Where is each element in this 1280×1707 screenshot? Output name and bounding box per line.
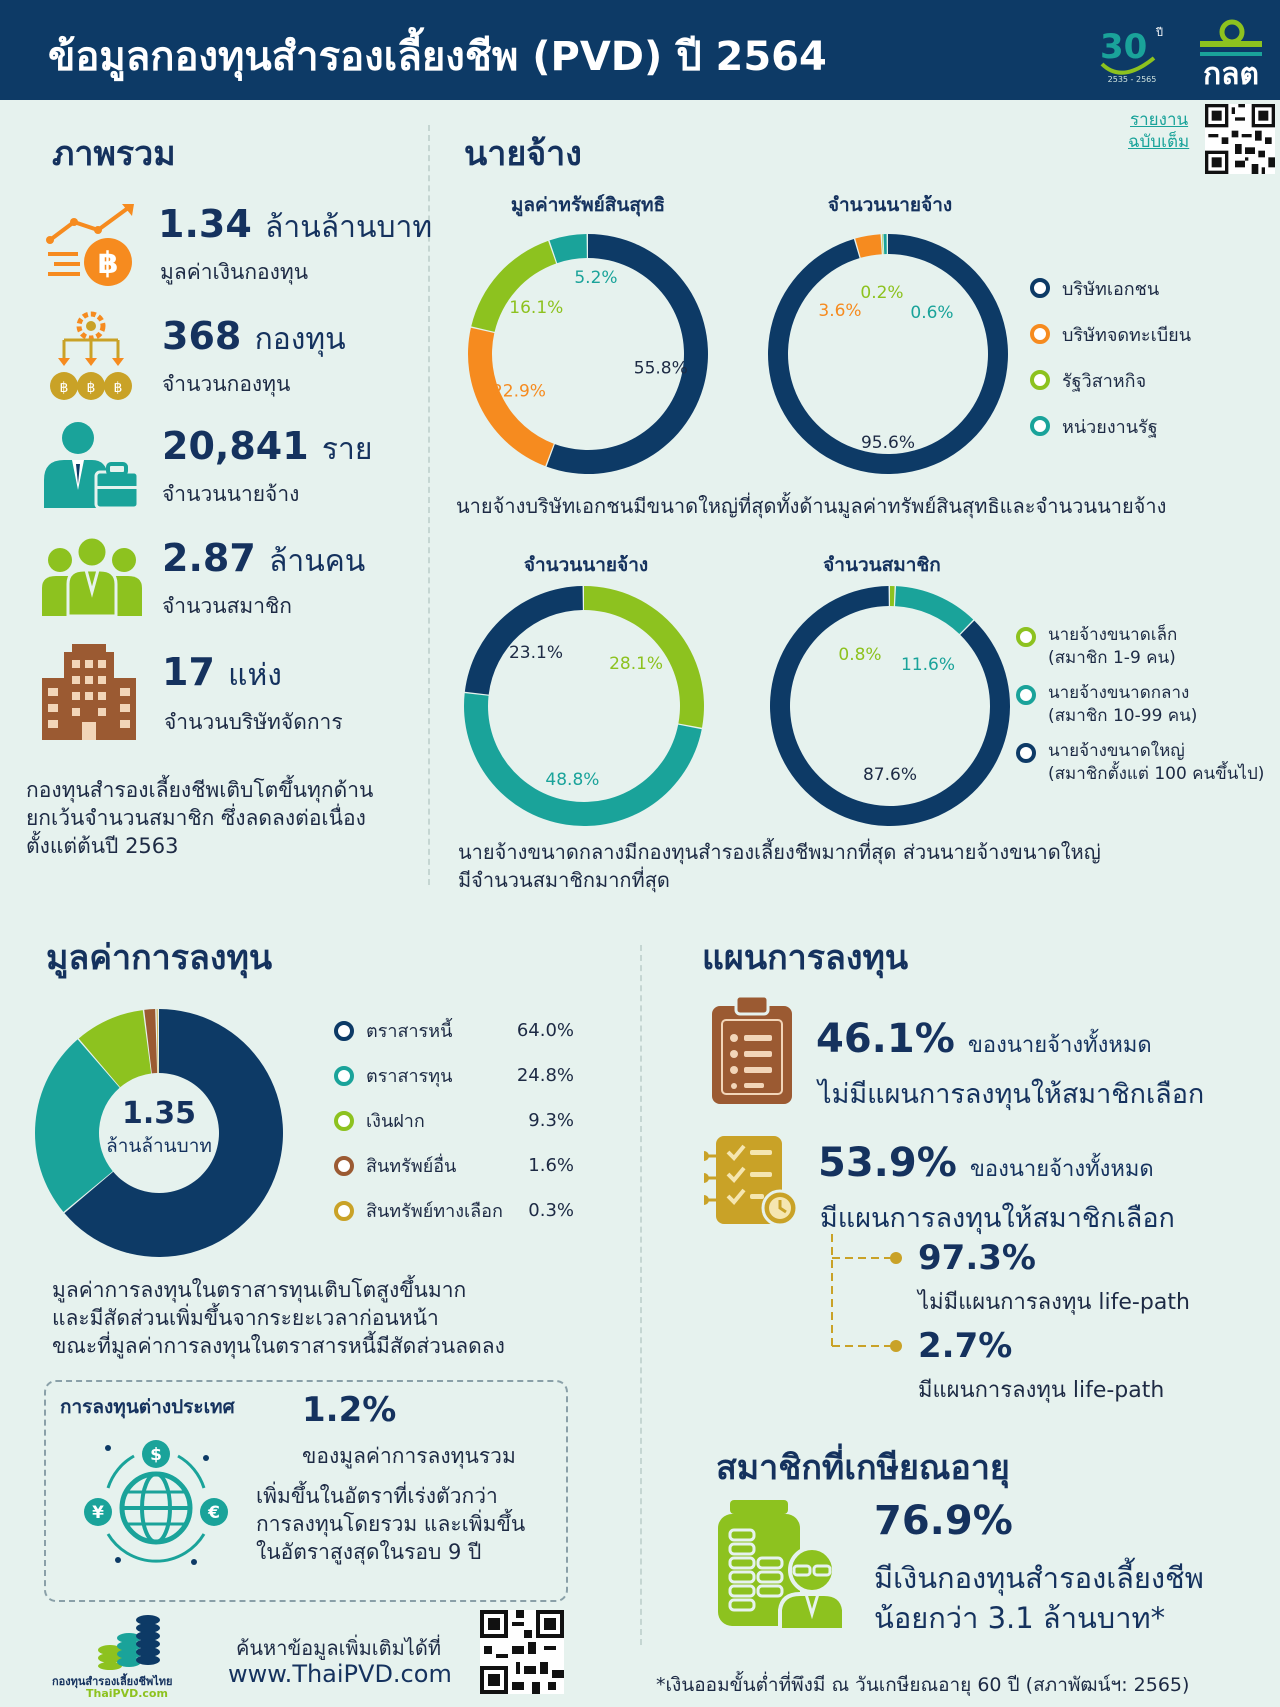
legend-dot-icon xyxy=(1016,627,1036,647)
donut-slice-2 xyxy=(465,586,583,695)
svg-text:30: 30 xyxy=(1100,27,1148,67)
donut-label-1: 3.6% xyxy=(818,301,862,321)
donut-slice-1 xyxy=(464,693,702,826)
employer-size-chart-title: จำนวนนายจ้าง xyxy=(523,554,649,576)
investment-note: มูลค่าการลงทุนในตราสารทุนเติบโตสูงขึ้นมาก และมีสัดส่วนเพิ่มขึ้นจากระยะเวลาก่อนหน้า ขณะที่มูลค่าการลงทุนในตราสารหนี้มีสัดส่วนลดลง xyxy=(52,1278,505,1358)
investment-legend-value: 9.3% xyxy=(528,1110,574,1131)
fund-value-label: มูลค่าเงินกองทุน xyxy=(160,260,309,284)
fund-value-stat: 1.34 ล้านล้านบาท xyxy=(158,202,433,246)
svg-text:฿: ฿ xyxy=(113,380,123,396)
money-bags-icon xyxy=(44,310,138,402)
website-qr-code-icon[interactable] xyxy=(480,1610,564,1694)
investment-legend-label: ตราสารทุน xyxy=(366,1066,453,1087)
donut-slice-0 xyxy=(890,586,895,606)
legend-dot-icon xyxy=(1030,370,1050,390)
svg-text:฿: ฿ xyxy=(86,380,96,396)
legend-dot-icon xyxy=(334,1111,354,1131)
legend-dot-icon xyxy=(334,1021,354,1041)
investment-legend-item xyxy=(334,1143,574,1188)
investment-total: 1.35 ล้านล้านบาท xyxy=(106,1096,212,1157)
checklist-clock-icon xyxy=(704,1136,798,1226)
legend-dot-icon xyxy=(1016,743,1036,763)
svg-text:กลต: กลต xyxy=(1202,57,1260,90)
legend-dot-icon xyxy=(334,1156,354,1176)
svg-text:€: € xyxy=(208,1503,220,1523)
legend-dot-icon xyxy=(1016,685,1036,705)
website-link[interactable]: www.ThaiPVD.com xyxy=(228,1660,452,1688)
report-link-line1[interactable]: รายงาน xyxy=(1130,110,1189,130)
donut-label-0: 28.1% xyxy=(609,654,664,675)
overview-note: กองทุนสำรองเลี้ยงชีพเติบโตขึ้นทุกด้าน ยกเว้นจำนวนสมาชิก ซึ่งลดลงต่อเนื่อง ตั้งแต่ต้นปี 2563 xyxy=(26,778,374,858)
investment-legend-label: เงินฝาก xyxy=(366,1111,425,1132)
thaipvd-logo-icon xyxy=(96,1610,162,1670)
legend-small-employer: นายจ้างขนาดเล็ก (สมาชิก 1-9 คน) xyxy=(1016,624,1264,670)
member-count-label: จำนวนสมาชิก xyxy=(162,594,293,618)
no-plan-desc: ไม่มีแผนการลงทุนให้สมาชิกเลือก xyxy=(818,1079,1205,1110)
growth-coin-icon xyxy=(44,200,138,292)
donut-label-2: 16.1% xyxy=(509,297,564,318)
office-building-icon xyxy=(42,644,136,740)
find-more-text: ค้นหาข้อมูลเพิ่มเติมได้ที่ xyxy=(236,1636,442,1660)
legend-dot-icon xyxy=(334,1201,354,1221)
plan-branch-connector xyxy=(826,1234,906,1354)
investment-legend-value: 1.6% xyxy=(528,1155,574,1176)
donut-label-2: 23.1% xyxy=(508,642,563,663)
foreign-note: เพิ่มขึ้นในอัตราที่เร่งตัวกว่า การลงทุนโดยรวม และเพิ่มขึ้น ในอัตราสูงสุดในรอบ 9 ปี xyxy=(256,1484,526,1564)
employer-heading: นายจ้าง xyxy=(464,134,582,174)
fund-count-stat: 368 กองทุน xyxy=(162,314,346,358)
legend-dot-icon xyxy=(1030,416,1050,436)
svg-text:฿: ฿ xyxy=(97,246,119,281)
foreign-title: การลงทุนต่างประเทศ xyxy=(60,1396,235,1418)
donut-slice-2 xyxy=(471,241,556,332)
investment-legend-item xyxy=(334,1053,574,1098)
plan-heading: แผนการลงทุน xyxy=(702,938,909,978)
investment-legend-label: ตราสารหนี้ xyxy=(366,1021,453,1042)
donut-label-0: 55.8% xyxy=(633,358,688,379)
no-lifepath-desc: ไม่มีแผนการลงทุน life-path xyxy=(918,1290,1190,1315)
donut-label-1: 22.9% xyxy=(491,381,546,402)
donut-slice-2 xyxy=(882,234,883,254)
anniversary-30-logo-icon xyxy=(1092,12,1172,88)
donut-slice-3 xyxy=(883,234,886,254)
donut-label-3: 5.2% xyxy=(574,267,618,288)
donut-slice-1 xyxy=(895,586,973,634)
investment-legend-value: 64.0% xyxy=(516,1020,574,1041)
legend-private-company: บริษัทเอกชน xyxy=(1030,275,1191,301)
donut-label-1: 11.6% xyxy=(900,655,956,675)
legend-state-enterprise: รัฐวิสาหกิจ xyxy=(1030,367,1191,393)
lifepath-desc: มีแผนการลงทุน life-path xyxy=(918,1378,1165,1403)
legend-medium-employer: นายจ้างขนาดกลาง (สมาชิก 10-99 คน) xyxy=(1016,682,1264,728)
has-plan-stat: 53.9% ของนายจ้างทั้งหมด xyxy=(818,1140,1154,1186)
manager-count-stat: 17 แห่ง xyxy=(162,650,282,694)
investment-legend xyxy=(334,1008,574,1233)
employer-count-label: จำนวนนายจ้าง xyxy=(162,482,300,506)
investment-legend-item xyxy=(334,1098,574,1143)
retire-heading: สมาชิกที่เกษียณอายุ xyxy=(716,1448,1010,1488)
foreign-value-desc: ของมูลค่าการลงทุนรวม xyxy=(302,1444,516,1468)
employer-briefcase-icon xyxy=(40,420,140,510)
svg-text:ปี: ปี xyxy=(1156,26,1163,39)
legend-large-employer: นายจ้างขนาดใหญ่ (สมาชิกตั้งแต่ 100 คนขึ้นไป) xyxy=(1016,740,1264,786)
employer-count-stat: 20,841 ราย xyxy=(162,424,373,468)
donut-label-0: 95.6% xyxy=(860,433,916,453)
no-lifepath-value: 97.3% xyxy=(918,1238,1036,1278)
foreign-value: 1.2% xyxy=(302,1390,397,1430)
investment-legend-label: สินทรัพย์อื่น xyxy=(366,1156,457,1177)
page-title: ข้อมูลกองทุนสำรองเลี้ยงชีพ (PVD) ปี 2564 xyxy=(48,34,827,80)
sec-logo-icon xyxy=(1188,10,1274,90)
member-count-by-size-donut xyxy=(768,584,1012,828)
donut-label-3: 0.6% xyxy=(910,303,954,323)
employer-type-legend xyxy=(1030,275,1191,439)
svg-text:2535 - 2565: 2535 - 2565 xyxy=(1107,75,1157,84)
investment-legend-value: 0.3% xyxy=(528,1200,574,1221)
legend-listed-company: บริษัทจดทะเบียน xyxy=(1030,321,1191,347)
thaipvd-logo-url: ThaiPVD.com xyxy=(86,1687,168,1700)
member-count-stat: 2.87 ล้านคน xyxy=(162,536,366,580)
overview-heading: ภาพรวม xyxy=(52,134,176,174)
lifepath-value: 2.7% xyxy=(918,1326,1013,1366)
report-link-line2[interactable]: ฉบับเต็ม xyxy=(1128,132,1190,152)
svg-text:฿: ฿ xyxy=(59,380,69,396)
footnote: *เงินออมขั้นต่ำที่พึงมี ณ วันเกษียณอายุ 60 ปี (สภาพัฒน์ฯ: 2565) xyxy=(656,1674,1190,1696)
donut-label-2: 87.6% xyxy=(862,765,918,785)
employer-note-2: นายจ้างขนาดกลางมีกองทุนสำรองเลี้ยงชีพมากที่สุด ส่วนนายจ้างขนาดใหญ่ มีจำนวนสมาชิกมากที่สุด xyxy=(458,840,1101,892)
employer-count-chart-title: จำนวนนายจ้าง xyxy=(827,194,953,216)
member-count-chart-title: จำนวนสมาชิก xyxy=(823,554,941,576)
svg-text:¥: ¥ xyxy=(92,1503,104,1523)
thaipvd-logo-text: กองทุนสำรองเลี้ยงชีพไทย xyxy=(52,1675,173,1688)
donut-slice-0 xyxy=(547,234,708,474)
investment-legend-item xyxy=(334,1008,574,1053)
has-plan-desc: มีแผนการลงทุนให้สมาชิกเลือก xyxy=(820,1203,1175,1234)
report-qr-code-icon[interactable] xyxy=(1205,104,1275,174)
employer-count-by-type-donut xyxy=(766,232,1010,476)
legend-dot-icon xyxy=(334,1066,354,1086)
global-investment-icon xyxy=(78,1438,234,1574)
divider-bottom xyxy=(640,945,642,1645)
donut-label-1: 48.8% xyxy=(545,770,600,791)
retire-value: 76.9% xyxy=(874,1498,1013,1544)
donut-slice-4 xyxy=(157,1009,159,1073)
donut-slice-2 xyxy=(770,586,1010,826)
nav-by-type-donut xyxy=(466,232,710,476)
legend-government-agency: หน่วยงานรัฐ xyxy=(1030,413,1191,439)
donut-label-0: 0.8% xyxy=(838,645,882,665)
clipboard-icon xyxy=(712,996,792,1104)
legend-dot-icon xyxy=(1030,278,1050,298)
no-plan-stat: 46.1% ของนายจ้างทั้งหมด xyxy=(816,1016,1152,1062)
manager-count-label: จำนวนบริษัทจัดการ xyxy=(164,710,343,734)
fund-count-label: จำนวนกองทุน xyxy=(162,372,291,396)
svg-text:$: $ xyxy=(150,1445,162,1465)
donut-slice-3 xyxy=(549,234,586,263)
donut-slice-1 xyxy=(855,234,882,258)
employer-note-1: นายจ้างบริษัทเอกชนมีขนาดใหญ่ที่สุดทั้งด้านมูลค่าทรัพย์สินสุทธิและจำนวนนายจ้าง xyxy=(456,494,1167,518)
retire-desc: มีเงินกองทุนสำรองเลี้ยงชีพ น้อยกว่า 3.1 ล้านบาท* xyxy=(874,1561,1204,1635)
legend-dot-icon xyxy=(1030,324,1050,344)
employer-count-by-size-donut xyxy=(462,584,706,828)
members-group-icon xyxy=(42,536,142,616)
nav-chart-title: มูลค่าทรัพย์สินสุทธิ xyxy=(510,194,666,216)
investment-legend-value: 24.8% xyxy=(516,1065,574,1086)
investment-legend-item xyxy=(334,1188,574,1233)
investment-legend-label: สินทรัพย์ทางเลือก xyxy=(366,1201,503,1222)
employer-size-legend xyxy=(1016,624,1264,786)
retiree-savings-jar-icon xyxy=(716,1500,846,1630)
donut-label-2: 0.2% xyxy=(860,283,904,303)
investment-value-heading: มูลค่าการลงทุน xyxy=(46,938,273,978)
